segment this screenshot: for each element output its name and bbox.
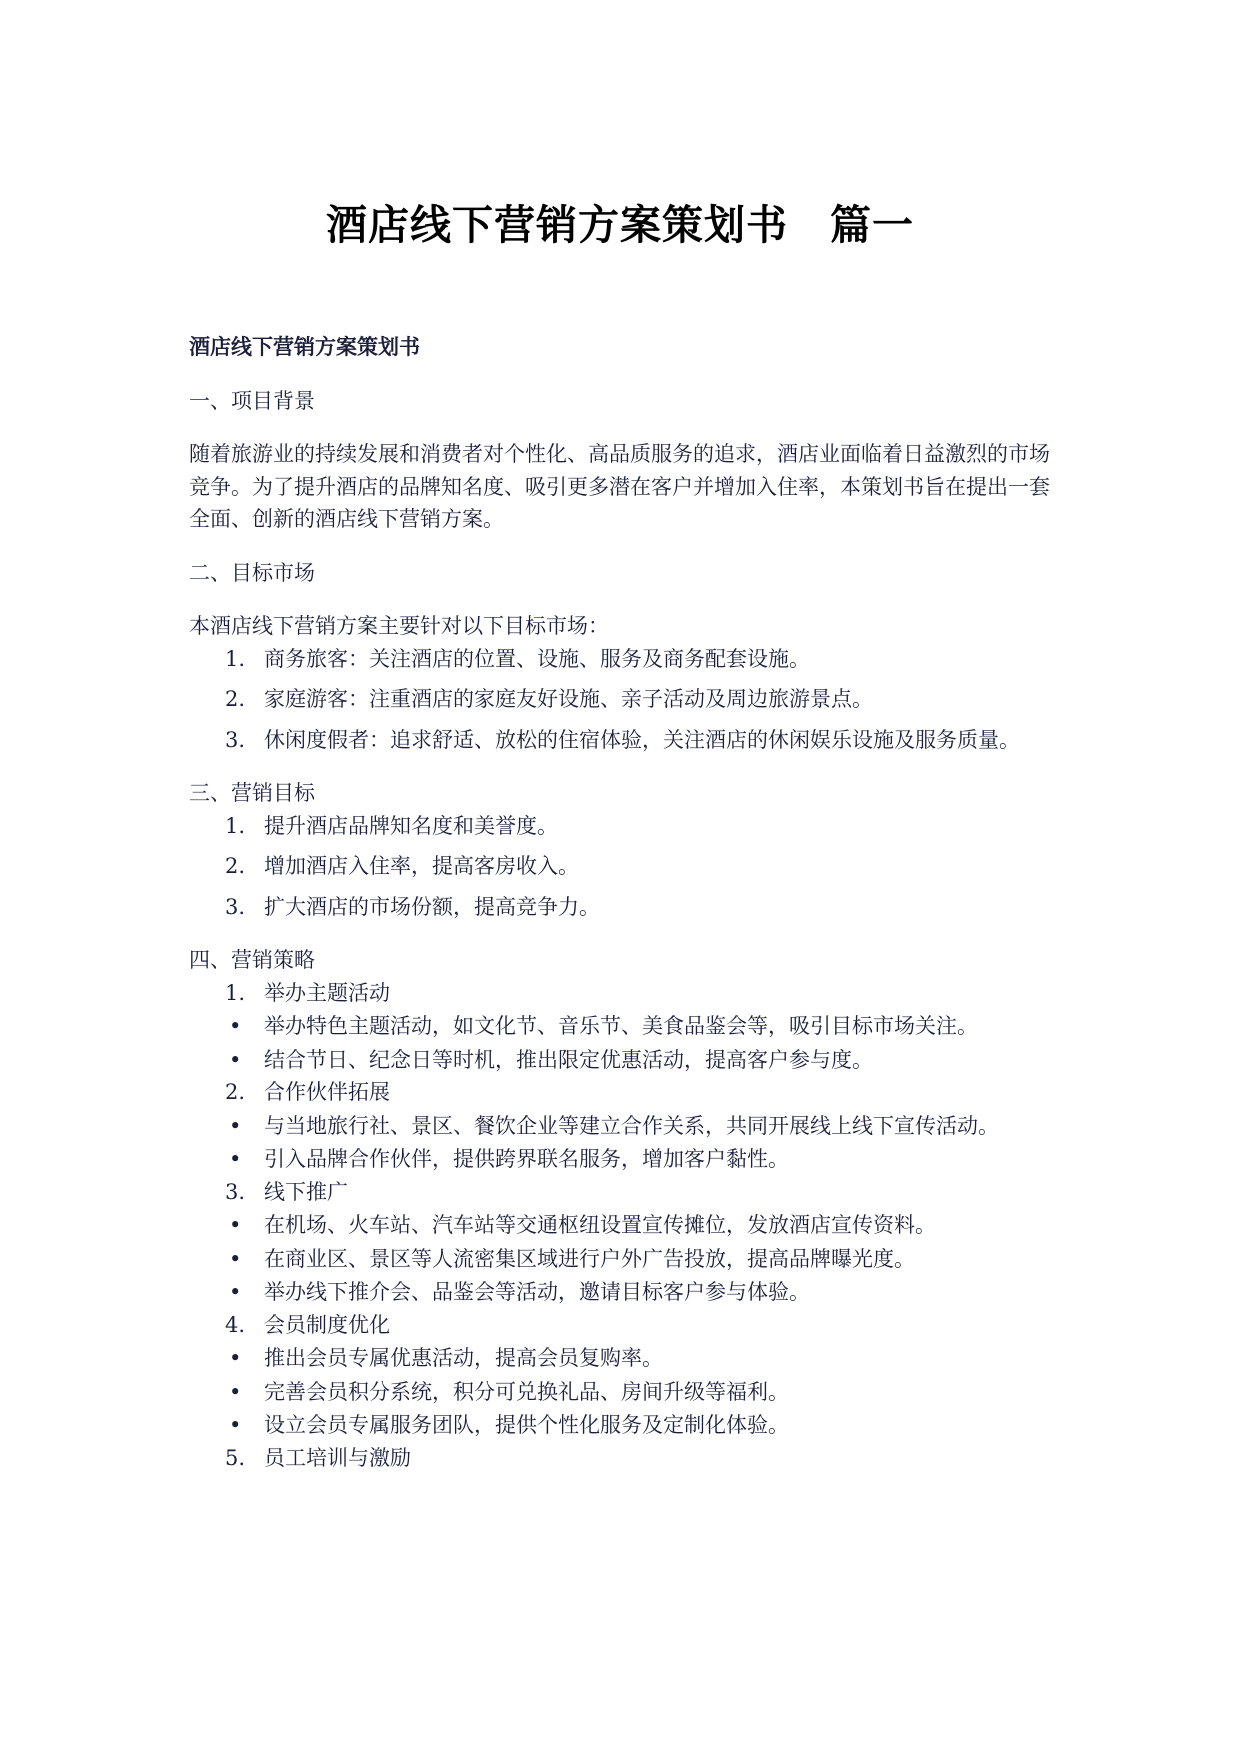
list-item-text: 员工培训与激励	[264, 1445, 411, 1470]
bullet-icon: •	[229, 1413, 242, 1437]
bullet-item	[189, 1342, 1054, 1375]
bullet-item	[189, 1276, 1054, 1309]
bullet-item	[189, 1110, 1054, 1143]
list-item-number: 3.	[225, 894, 246, 919]
target-market-intro: 本酒店线下营销方案主要针对以下目标市场：	[189, 614, 609, 638]
list-item	[189, 810, 1054, 843]
section-heading-background: 一、项目背景	[189, 388, 315, 413]
bullet-icon: •	[229, 1246, 242, 1271]
bullet-text: 结合节日、纪念日等时机，推出限定优惠活动，提高客户参与度。	[264, 1047, 873, 1072]
list-item-text: 举办主题活动	[264, 980, 390, 1005]
list-item-text: 会员制度优化	[264, 1312, 390, 1337]
document-body	[189, 331, 1054, 1474]
list-item-text: 合作伙伴拓展	[264, 1080, 390, 1104]
bullet-text: 完善会员积分系统，积分可兑换礼品、房间升级等福利。	[264, 1379, 789, 1404]
section-heading-goals: 三、营销目标	[189, 781, 315, 805]
list-item-text: 增加酒店入住率，提高客房收入。	[264, 854, 579, 878]
bullet-text: 在机场、火车站、汽车站等交通枢纽设置宣传摊位，发放酒店宣传资料。	[264, 1213, 936, 1237]
list-item-text: 扩大酒店的市场份额，提高竞争力。	[264, 894, 600, 919]
bullet-icon: •	[229, 1213, 242, 1237]
bullet-text: 引入品牌合作伙伴，提供跨界联名服务，增加客户黏性。	[264, 1147, 789, 1171]
bullet-item	[189, 1044, 1054, 1077]
list-item-number: 3.	[225, 727, 246, 752]
bullet-icon: •	[229, 1346, 242, 1370]
list-item	[189, 891, 1054, 924]
list-item	[189, 643, 1054, 676]
strategy-group-title	[189, 977, 1054, 1010]
document-subtitle: 酒店线下营销方案策划书	[189, 335, 420, 359]
bullet-text: 推出会员专属优惠活动，提高会员复购率。	[264, 1346, 663, 1370]
list-item-number: 5.	[225, 1445, 246, 1470]
bullet-text: 与当地旅行社、景区、餐饮企业等建立合作关系，共同开展线上线下宣传活动。	[264, 1113, 999, 1138]
list-item-number: 1.	[225, 980, 246, 1005]
bullet-icon: •	[229, 1280, 242, 1304]
bullet-item	[189, 1010, 1054, 1043]
strategy-group-title	[189, 1309, 1054, 1342]
list-item-number: 2.	[225, 1080, 246, 1104]
document-title: 酒店线下营销方案策划书 篇一	[326, 201, 914, 249]
bullet-text: 举办特色主题活动，如文化节、音乐节、美食品鉴会等，吸引目标市场关注。	[264, 1014, 978, 1038]
bullet-icon: •	[229, 1379, 242, 1404]
list-item	[189, 724, 1054, 757]
list-item-number: 1.	[225, 813, 246, 838]
bullet-item	[189, 1409, 1054, 1442]
list-item-number: 3.	[225, 1179, 246, 1204]
strategy-group-title	[189, 1442, 1054, 1475]
bullet-text: 举办线下推介会、品鉴会等活动，邀请目标客户参与体验。	[264, 1280, 810, 1304]
strategy-list	[189, 977, 1054, 1475]
section-heading-strategy: 四、营销策略	[189, 948, 315, 972]
list-item-number: 2.	[225, 687, 246, 711]
section-heading-target-market: 二、目标市场	[189, 560, 315, 585]
bullet-item	[189, 1376, 1054, 1409]
list-item	[189, 683, 1054, 716]
target-market-list	[189, 643, 1054, 757]
bullet-item	[189, 1243, 1054, 1276]
list-item-number: 2.	[225, 854, 246, 878]
list-item-text: 提升酒店品牌知名度和美誉度。	[264, 813, 558, 838]
list-item-text: 商务旅客：关注酒店的位置、设施、服务及商务配套设施。	[264, 646, 810, 671]
goals-list	[189, 810, 1054, 924]
bullet-icon: •	[229, 1113, 242, 1138]
bullet-icon: •	[229, 1147, 242, 1171]
list-item-text: 家庭游客：注重酒店的家庭友好设施、亲子活动及周边旅游景点。	[264, 687, 873, 711]
strategy-group-title	[189, 1176, 1054, 1209]
strategy-group-title	[189, 1076, 1054, 1109]
bullet-item	[189, 1143, 1054, 1176]
bullet-text: 在商业区、景区等人流密集区域进行户外广告投放，提高品牌曝光度。	[264, 1246, 915, 1271]
list-item-text: 休闲度假者：追求舒适、放松的住宿体验，关注酒店的休闲娱乐设施及服务质量。	[264, 727, 1020, 752]
background-paragraph: 随着旅游业的持续发展和消费者对个性化、高品质服务的追求，酒店业面临着日益激烈的市场竞争。为了提升酒店的品牌知名度、吸引更多潜在客户并增加入住率，本策划书旨在提出一套全面、创新的酒店线下营销方案。	[189, 442, 1050, 531]
list-item-text: 线下推广	[264, 1179, 348, 1204]
list-item-number: 4.	[225, 1312, 246, 1337]
list-item	[189, 850, 1054, 883]
bullet-icon: •	[229, 1014, 242, 1038]
bullet-item	[189, 1209, 1054, 1242]
list-item-number: 1.	[225, 646, 246, 671]
bullet-icon: •	[229, 1047, 242, 1072]
bullet-text: 设立会员专属服务团队，提供个性化服务及定制化体验。	[264, 1413, 789, 1437]
